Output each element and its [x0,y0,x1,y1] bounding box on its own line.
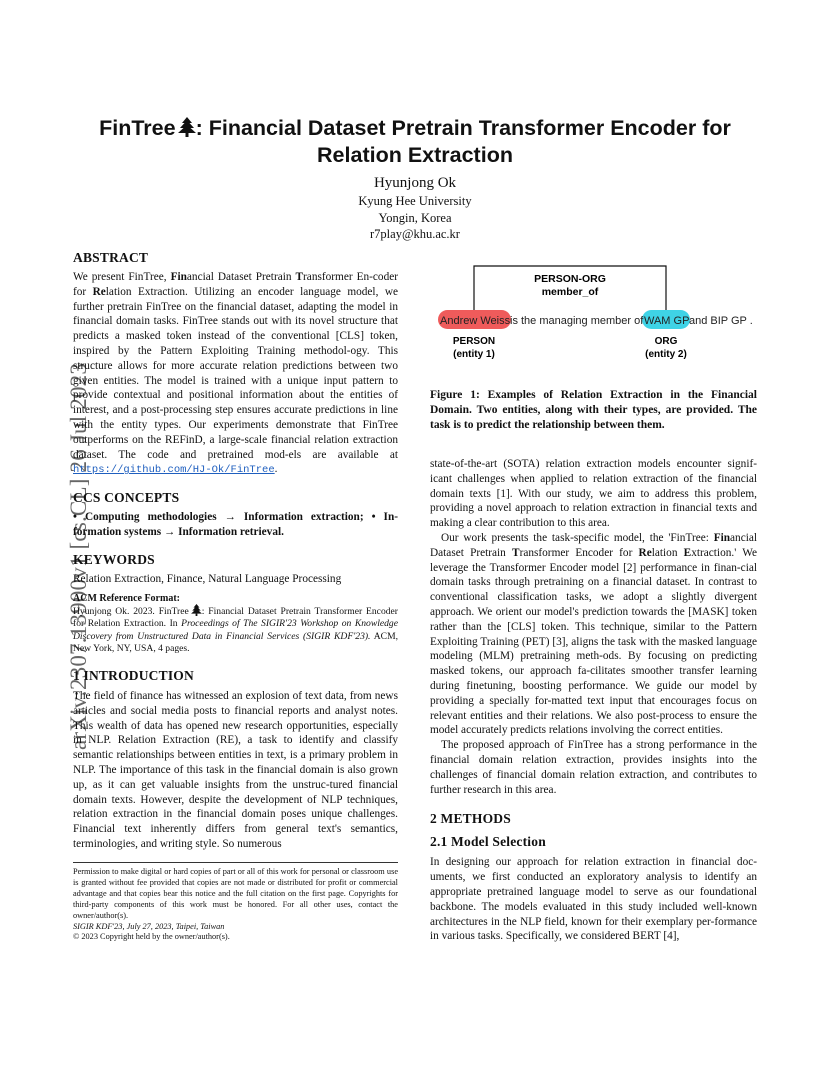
methods-heading: 2 METHODS [430,811,511,827]
acm-reference [73,593,398,656]
intro-paragraph-2: Our work presents the task-specific model, the 'FinTree: Financial Dataset Pretrain Transformer Encoder for Relation Extraction.' We leverage the Transformer Encoder model [2] performance in finan-cial domain tasks through pretraining on a financial dataset. In contrast to conventional classification tasks, we adopt a slightly divergent approach. We orient our model's prediction towards the [MASK] token rather than the [CLS] token. This technique, similar to the Pattern Exploiting Training (PET) [3], aligns the task with the masked language modeling (MLM) pretraining meth-ods. By focusing on predicting masked tokens, our approach fa-cilitates smoother transfer learning during finetuning, boosting performance. We guide our model by providing a specially for-matted text input that encourages focus on relevant entities and their relations. We also post-process to ensure the model accurately predicts relations involving the correct entities. [430,531,757,737]
sentence-tail: and BIP GP . [689,315,753,327]
model-selection-text: In designing our approach for relation extraction in financial doc-uments, we first conducted an exploratory analysis to identify an appropriate pretrained language model to serve as our foundational backbone. The models evaluated in this study included well-known architectures in the NLP field, known for their exemplary per-formance in various tasks. Specifically, we considered BERT [4], [430,856,757,943]
abstract-heading: ABSTRACT [73,250,149,265]
entity1-type: PERSON [452,336,496,347]
arxiv-id: arXiv:2307.13900v1 [cs.CL] 26 Jul 2023 [66,362,91,750]
abstract-text: We present FinTree, Financial Dataset Pretrain Transformer En-coder for Relation Extraction. Utilizing an encoder language model, we further pretrain FinTree on the financial dataset, adapting the model in financial domain tasks. FinTree stands out with its novel structure that predicts a masked token instead of the conventional [CLS] token, inspired by the Pattern Exploiting Training methodol-ogy. This structure allows for more accurate relation predictions between two given entities. The model is trained with a unique input pattern to provide contextual and positional information about the entities of interest, and a post-processing step ensures accurate predictions in line with the entity types. Our experiments demonstrate that FinTree outperforms on the REFinD, a large-scale financial relation extraction dataset. The code and pretrained mod-els are available at https://github.com/HJ-Ok/FinTree. [73,271,398,477]
title-line2: Relation Extraction [317,143,513,167]
location: Yongin, Korea [378,210,452,225]
code-link[interactable]: https://github.com/HJ-Ok/FinTree [73,464,275,477]
intro-paragraph-3: The proposed approach of FinTree has a strong performance in the financial domain relation extraction, provides insights into the challenges of financial domain relation extraction, and contributes to further research in this area. [430,739,757,796]
tree-icon [178,117,196,137]
entity2-text: WAM GP [644,315,690,327]
title-post: : Financial Dataset Pretrain Transformer Encoder for [195,116,731,140]
tree-icon [191,604,202,616]
left-column [73,250,398,852]
footnote [73,862,398,943]
affiliation: Kyung Hee University [358,194,472,208]
model-selection-heading: 2.1 Model Selection [430,834,546,850]
entity2-type: ORG [654,336,678,347]
right-column [430,457,757,944]
author-affiliation-block [70,193,760,243]
figure-diagram [430,262,757,382]
ccs-text: • Computing methodologies → Information extraction; • In-formation systems → Information retrieval. [73,511,398,538]
arxiv-sidebar [20,310,91,750]
entity1-text: Andrew Weiss [440,315,511,327]
relation-label: member_of [541,286,599,298]
copyright: © 2023 Copyright held by the owner/author(s). [73,932,230,942]
title-pre: FinTree [99,116,176,140]
author-name: Hyunjong Ok [373,175,457,191]
permission-notice: Permission to make digital or hard copies of part or all of this work for personal or classroom use is granted without fee provided that copies are not made or distributed for profit or commercial advantage and that copies bear this notice and the full citation on the first page. Copyrights for third-party components of this work must be honored. For all other uses, contact the owner/author(s). [73,867,398,920]
acm-reference-label: ACM Reference Format: [73,592,180,604]
relation-type: PERSON-ORG [534,273,606,285]
sentence-middle: is the managing member of [510,315,644,327]
intro-text: The field of finance has witnessed an explosion of text data, from news articles and social media posts to financial reports and analyst notes. This wealth of data has opened new research opportunities, especially in NLP. Relation Extraction (RE), a task to identify and classify semantic relationships between entities in text, is a primary problem in NLP. The importance of this task in the financial domain is also grown up, as it can get valuable insights from the unstruc-tured financial domain texts. However, despite the development of NLP techniques, relation extraction in the financial domain poses unique challenges. Financial text inherently differs from general text's semantics, terminologies, and writing style. So numerous [73,689,398,850]
email: r7play@khu.ac.kr [370,227,460,241]
entity1-tag: (entity 1) [453,349,495,360]
entity2-tag: (entity 2) [645,349,687,360]
paper-title [70,115,760,169]
keywords-heading: KEYWORDS [73,551,155,567]
acm-reference-text: Hyunjong Ok. 2023. FinTree : Financial Dataset Pretrain Transformer Encoder for Relation Extraction. In Proceedings of The SIGIR'23 Workshop on Knowledge Discovery from Unstructured Data in Financial Services (SIGIR KDF'23). ACM, New York, NY, USA, 4 pages. [73,605,399,655]
ccs-heading: CCS CONCEPTS [73,490,180,506]
intro-heading: 1 INTRODUCTION [73,667,194,683]
figure-1 [430,262,757,382]
figure-caption: Figure 1: Examples of Relation Extraction in the Financial Domain. Two entities, along with their types, are provided. The task is to predict the relationship between them. [430,389,757,431]
venue: SIGIR KDF'23, July 27, 2023, Taipei, Taiwan [73,921,225,931]
intro-continued: state-of-the-art (SOTA) relation extraction models encounter signif-icant challenges when applied to relation extraction of the financial domain texts [1]. With our study, we aim to address this problem, providing a novel approach to relation extraction in financial texts and making a clear contribution to this area. [430,458,757,530]
keywords-text: Relation Extraction, Finance, Natural Language Processing [73,572,342,585]
